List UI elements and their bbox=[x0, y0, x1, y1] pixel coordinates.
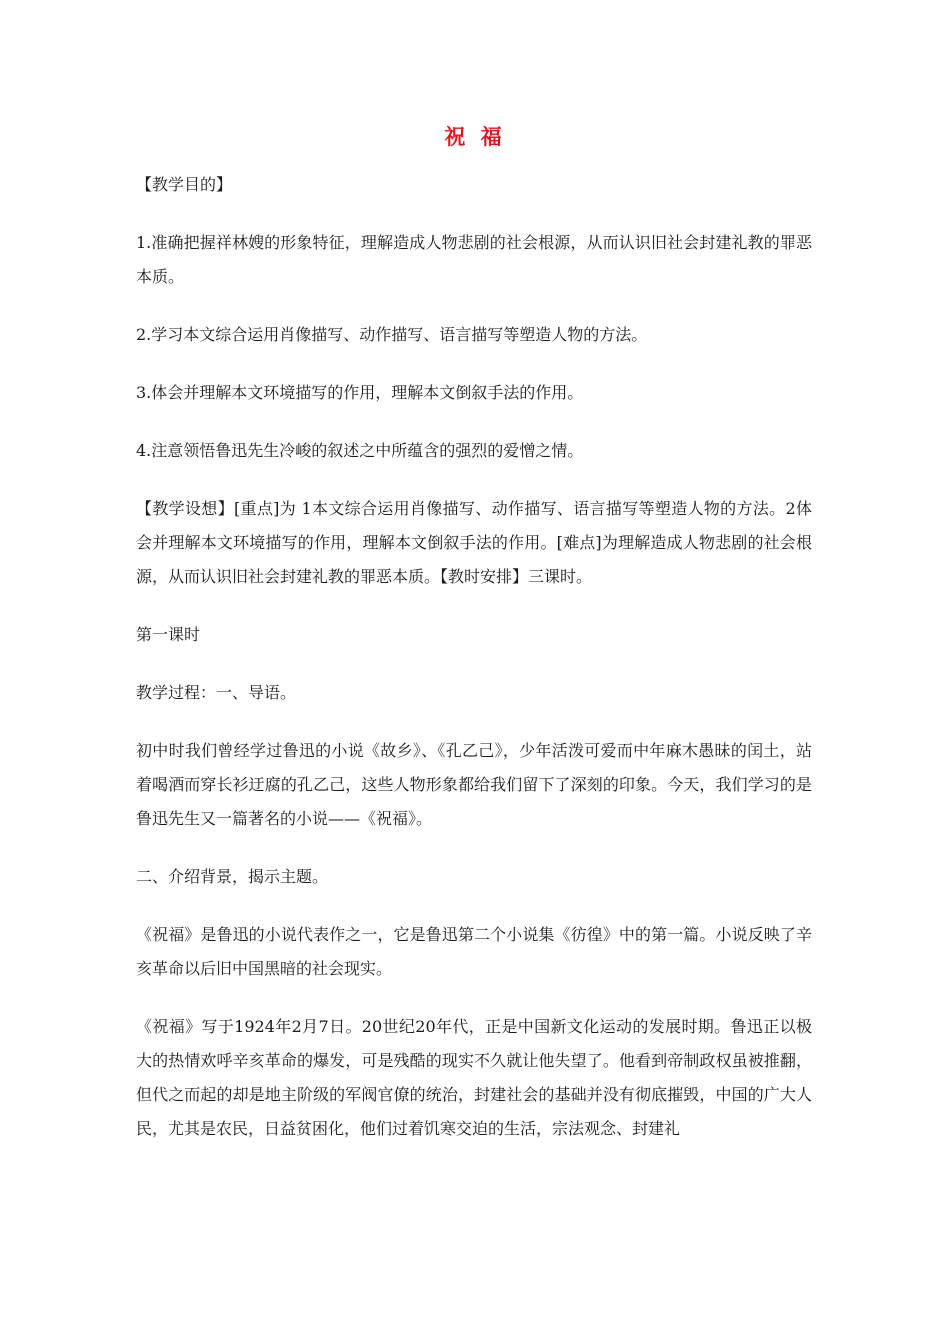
document-body bbox=[136, 168, 812, 1170]
background-heading: 二、介绍背景，揭示主题。 bbox=[136, 867, 329, 886]
lesson-one-heading: 第一课时 bbox=[136, 625, 201, 644]
teaching-process-heading: 教学过程：一、导语。 bbox=[136, 683, 297, 702]
goal-item-3: 3.体会并理解本文环境描写的作用，理解本文倒叙手法的作用。 bbox=[136, 383, 584, 402]
document-title: 祝 福 bbox=[444, 124, 506, 149]
teaching-design-paragraph: 【教学设想】[重点]为 1本文综合运用肖像描写、动作描写、语言描写等塑造人物的方法。2体会并理解本文环境描写的作用，理解本文倒叙手法的作用。[难点]为理解造成人物悲剧的社会根源，从而认识旧社会封建礼教的罪恶本质。【教时安排】三课时。 bbox=[136, 499, 812, 586]
background-paragraph-1: 《祝福》是鲁迅的小说代表作之一，它是鲁迅第二个小说集《彷徨》中的第一篇。小说反映了辛亥革命以后旧中国黑暗的社会现实。 bbox=[136, 925, 812, 978]
section-heading-teaching-goals: 【教学目的】 bbox=[136, 175, 233, 194]
goal-item-2: 2.学习本文综合运用肖像描写、动作描写、语言描写等塑造人物的方法。 bbox=[136, 325, 648, 344]
goal-item-4: 4.注意领悟鲁迅先生冷峻的叙述之中所蕴含的强烈的爱憎之情。 bbox=[136, 441, 584, 460]
intro-paragraph: 初中时我们曾经学过鲁迅的小说《故乡》、《孔乙己》，少年活泼可爱而中年麻木愚昧的闰土，站着喝酒而穿长衫迂腐的孔乙己，这些人物形象都给我们留下了深刻的印象。今天，我们学习的是鲁迅先生又一篇著名的小说——《祝福》。 bbox=[136, 741, 812, 828]
goal-item-1: 1.准确把握祥林嫂的形象特征，理解造成人物悲剧的社会根源，从而认识旧社会封建礼教的罪恶本质。 bbox=[136, 233, 812, 286]
background-paragraph-2: 《祝福》写于1924年2月7日。20世纪20年代，正是中国新文化运动的发展时期。鲁迅正以极大的热情欢呼辛亥革命的爆发，可是残酷的现实不久就让他失望了。他看到帝制政权虽被推翻，但代之而起的却是地主阶级的军阀官僚的统治，封建社会的基础并没有彻底摧毁，中国的广大人民，尤其是农民，日益贫困化，他们过着饥寒交迫的生活，宗法观念、封建礼 bbox=[136, 1017, 812, 1138]
